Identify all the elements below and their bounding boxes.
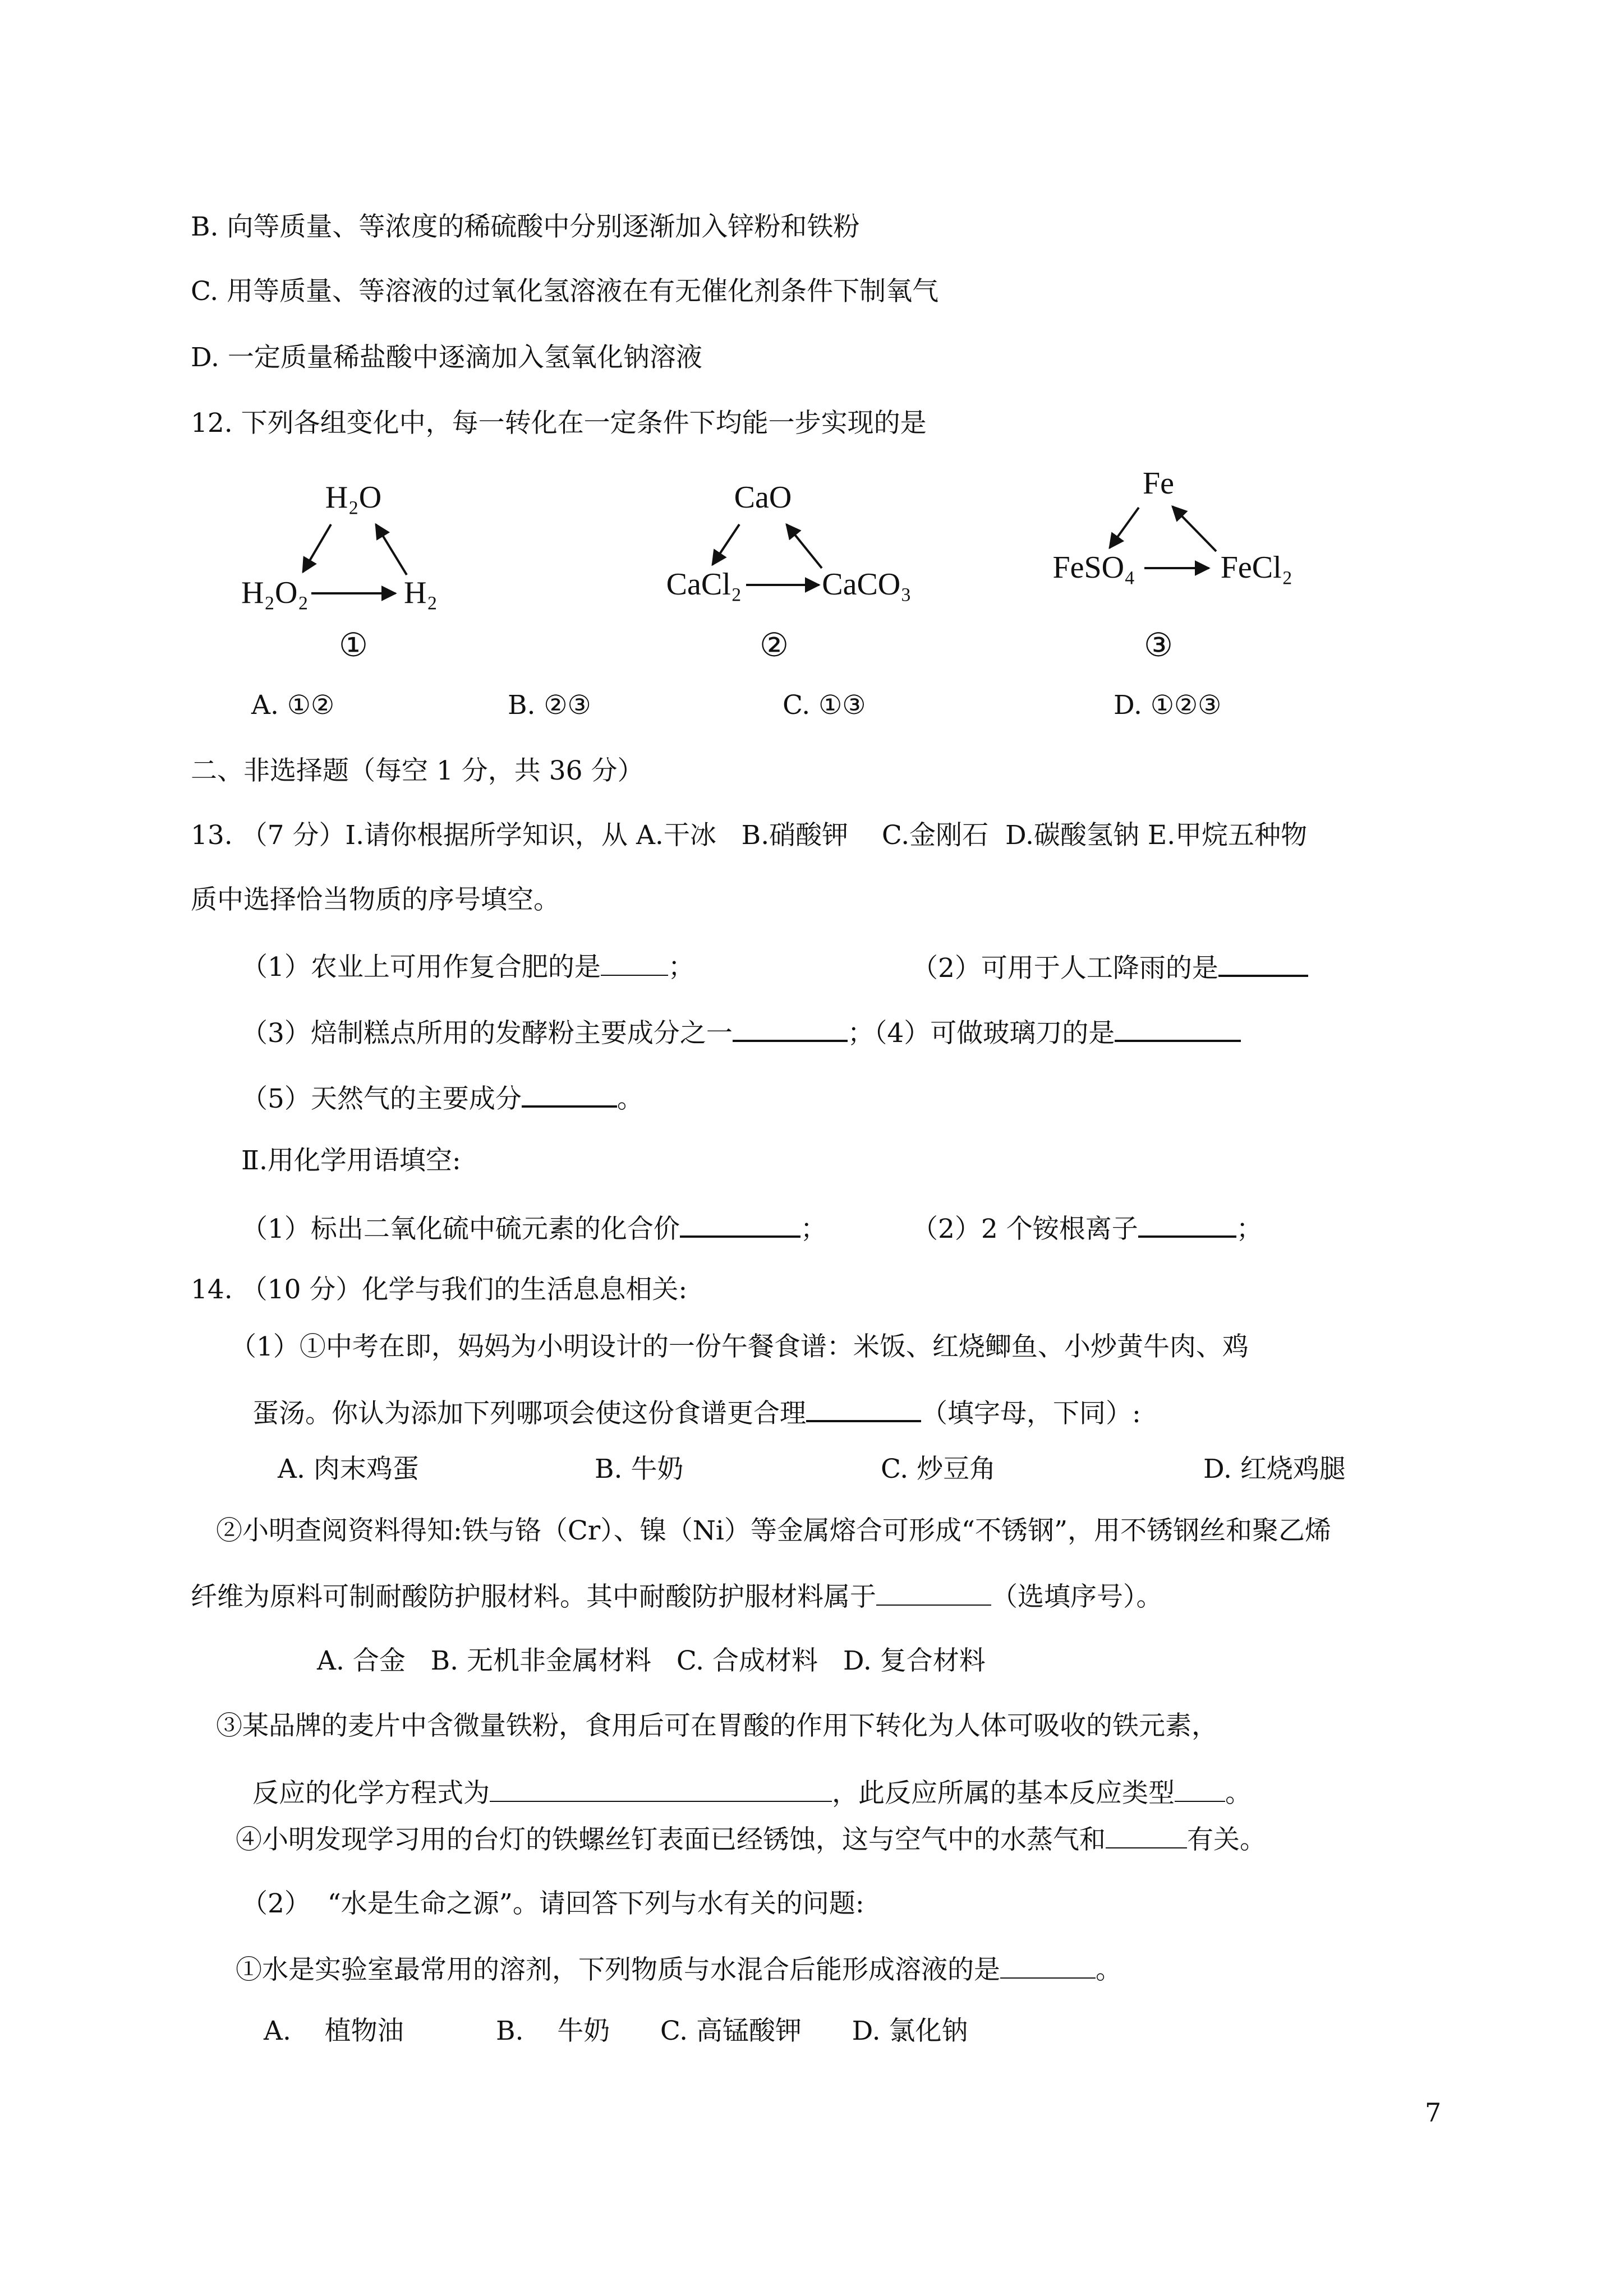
q11-option-b: B. 向等质量、等浓度的稀硫酸中分别逐渐加入锌粉和铁粉 — [191, 211, 860, 242]
q14-p1-option-d: D. 红烧鸡腿 — [1203, 1454, 1346, 1484]
diagram-2-label: ② — [760, 627, 789, 663]
q13-part2-item-2: （2）2 个铵根离子 ； — [912, 1210, 1263, 1246]
q14-p4: ④小明发现学习用的台灯的铁螺丝钉表面已经锈蚀，这与空气中的水蒸气和 有关。 — [236, 1822, 1266, 1857]
answer-blank[interactable] — [733, 1014, 848, 1042]
q13-item-1: （1）农业上可用作复合肥的是 ； — [241, 949, 694, 984]
q14-part2-heading: （2） “水是生命之源”。请回答下列与水有关的问题: — [241, 1888, 864, 1919]
q13-stem-line2: 质中选择恰当物质的序号填空。 — [191, 884, 560, 915]
answer-blank[interactable] — [522, 1080, 617, 1108]
q14-p2-options: A. 合金 B. 无机非金属材料 C. 合成材料 D. 复合材料 — [317, 1645, 986, 1676]
diagram-1-left: H₂O₂ — [241, 575, 309, 610]
q14-p1-option-b: B. 牛奶 — [595, 1454, 684, 1484]
q14-p1-option-a: A. 肉末鸡蛋 — [278, 1454, 419, 1484]
diagram-3-left: FeSO₄ — [1052, 550, 1135, 585]
q13-item-3: （3）焙制糕点所用的发酵粉主要成分之一 ；（4）可做玻璃刀的是 — [241, 1014, 1241, 1050]
diagram-3 — [1038, 463, 1329, 670]
answer-blank[interactable] — [1115, 1014, 1241, 1042]
answer-blank[interactable] — [601, 949, 668, 976]
section-heading: 二、非选择题（每空 1 分，共 36 分） — [191, 755, 644, 786]
q14-w1: ①水是实验室最常用的溶剂，下列物质与水混合后能形成溶液的是 。 — [236, 1952, 1122, 1987]
answer-blank[interactable] — [1175, 1775, 1225, 1802]
q13-stem-line1: 13. （7 分）Ⅰ.请你根据所学知识，从 A.干冰 B.硝酸钾 C.金刚石 D.碳酸氢钠 E.甲烷五种物 — [191, 820, 1308, 851]
answer-blank[interactable] — [876, 1579, 991, 1606]
diagram-1-label: ① — [339, 627, 368, 663]
diagram-3-right: FeCl₂ — [1220, 550, 1293, 585]
answer-blank[interactable] — [1138, 1210, 1236, 1238]
q12-option-a: A. ①② — [251, 690, 335, 721]
diagram-3-top: Fe — [1143, 466, 1174, 501]
page-number: 7 — [1425, 2097, 1442, 2128]
diagram-1 — [236, 480, 460, 670]
q14-p2-line1: ②小明查阅资料得知:铁与铬（Cr）、镍（Ni）等金属熔合可形成“不锈钢”，用不锈钢丝和聚乙烯 — [216, 1515, 1331, 1546]
q14-p2-line2: 纤维为原料可制耐酸防护服材料。其中耐酸防护服材料属于 （选填序号）。 — [191, 1579, 1163, 1614]
q11-option-d: D. 一定质量稀盐酸中逐滴加入氢氧化钠溶液 — [191, 342, 702, 373]
q12-option-c: C. ①③ — [783, 690, 866, 721]
diagram-1-right: H₂ — [404, 575, 438, 610]
answer-blank[interactable] — [680, 1210, 801, 1238]
diagram-2-top: CaO — [734, 480, 792, 515]
diagram-1-top: H₂O — [325, 480, 382, 515]
q13-part2-heading: Ⅱ.用化学用语填空: — [241, 1145, 461, 1176]
q14-p1-option-c: C. 炒豆角 — [881, 1454, 996, 1484]
diagram-2-left: CaCl₂ — [666, 567, 742, 602]
q13-item-5: （5）天然气的主要成分 。 — [241, 1080, 643, 1116]
diagram-2 — [651, 480, 942, 670]
answer-blank[interactable] — [1000, 1952, 1096, 1979]
q14-w-options: A. 植物油 B. 牛奶 C. 高锰酸钾 D. 氯化钠 — [264, 2016, 968, 2046]
q14-p1-line2: 蛋汤。你认为添加下列哪项会使这份食谱更合理 （填字母，下同）: — [252, 1394, 1141, 1431]
diagram-2-right: CaCO₃ — [822, 567, 912, 602]
q12-stem: 12. 下列各组变化中，每一转化在一定条件下均能一步实现的是 — [191, 408, 927, 439]
q14-stem: 14. （10 分）化学与我们的生活息息相关: — [191, 1274, 688, 1305]
q11-option-c: C. 用等质量、等溶液的过氧化氢溶液在有无催化剂条件下制氧气 — [191, 276, 939, 307]
answer-blank[interactable] — [806, 1394, 921, 1422]
q14-p3-line2: 反应的化学方程式为 ，此反应所属的基本反应类型 。 — [252, 1775, 1252, 1810]
answer-blank[interactable] — [1218, 949, 1308, 977]
diagram-3-label: ③ — [1144, 627, 1173, 663]
answer-blank[interactable] — [1106, 1822, 1187, 1848]
q13-item-2: （2）可用于人工降雨的是 — [912, 949, 1308, 985]
q12-option-d: D. ①②③ — [1114, 690, 1222, 721]
q14-p3-line1: ③某品牌的麦片中含微量铁粉，食用后可在胃酸的作用下转化为人体可吸收的铁元素， — [216, 1711, 1218, 1741]
q12-option-b: B. ②③ — [508, 690, 591, 721]
q14-p1-line1: （1）①中考在即，妈妈为小明设计的一份午餐食谱：米饭、红烧鲫鱼、小炒黄牛肉、鸡 — [230, 1331, 1249, 1362]
q13-part2-item-1: （1）标出二氧化硫中硫元素的化合价 ； — [241, 1210, 827, 1246]
answer-blank[interactable] — [490, 1775, 832, 1802]
